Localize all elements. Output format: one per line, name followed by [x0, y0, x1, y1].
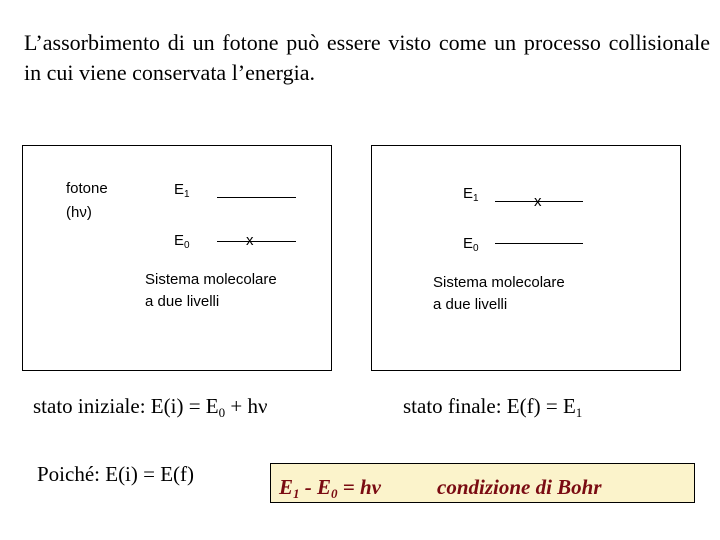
final-state-diagram [371, 145, 681, 371]
poiche-equation: Poiché: E(i) = E(f) [37, 462, 195, 486]
level-e0-line [217, 241, 296, 242]
level-e1-label: $E_1$ [174, 181, 190, 200]
caption-line-1: Sistema molecolare [145, 271, 277, 288]
initial-state-equation: stato iniziale: $E(i) = E_0 + h\nu$ [33, 394, 268, 420]
level-e1-line [217, 197, 296, 198]
bohr-equation: $E_1 - E_0 = h\nu$ [279, 475, 381, 501]
population-marker: x [246, 232, 254, 249]
bohr-condition-box [270, 463, 695, 503]
intro-paragraph: L’assorbimento di un fotone può essere visto come un processo collisionale in cui viene conservata l’energia. [24, 30, 710, 85]
caption-line-1: Sistema molecolare [433, 274, 565, 291]
final-state-equation: stato finale: $E(f) = E_1$ [403, 394, 583, 420]
photon-label: fotone [66, 180, 108, 197]
level-e0-line [495, 243, 583, 244]
initial-state-diagram [22, 145, 332, 371]
level-e1-label: $E_1$ [463, 185, 479, 204]
caption-line-2: a due livelli [433, 296, 508, 313]
population-marker: x [534, 193, 542, 210]
level-e0-label: $E_0$ [463, 235, 479, 254]
photon-symbol: (hν) [66, 204, 92, 221]
caption-line-2: a due livelli [145, 293, 220, 310]
level-e0-label: $E_0$ [174, 232, 190, 251]
bohr-condition-label: condizione di Bohr [437, 475, 602, 499]
